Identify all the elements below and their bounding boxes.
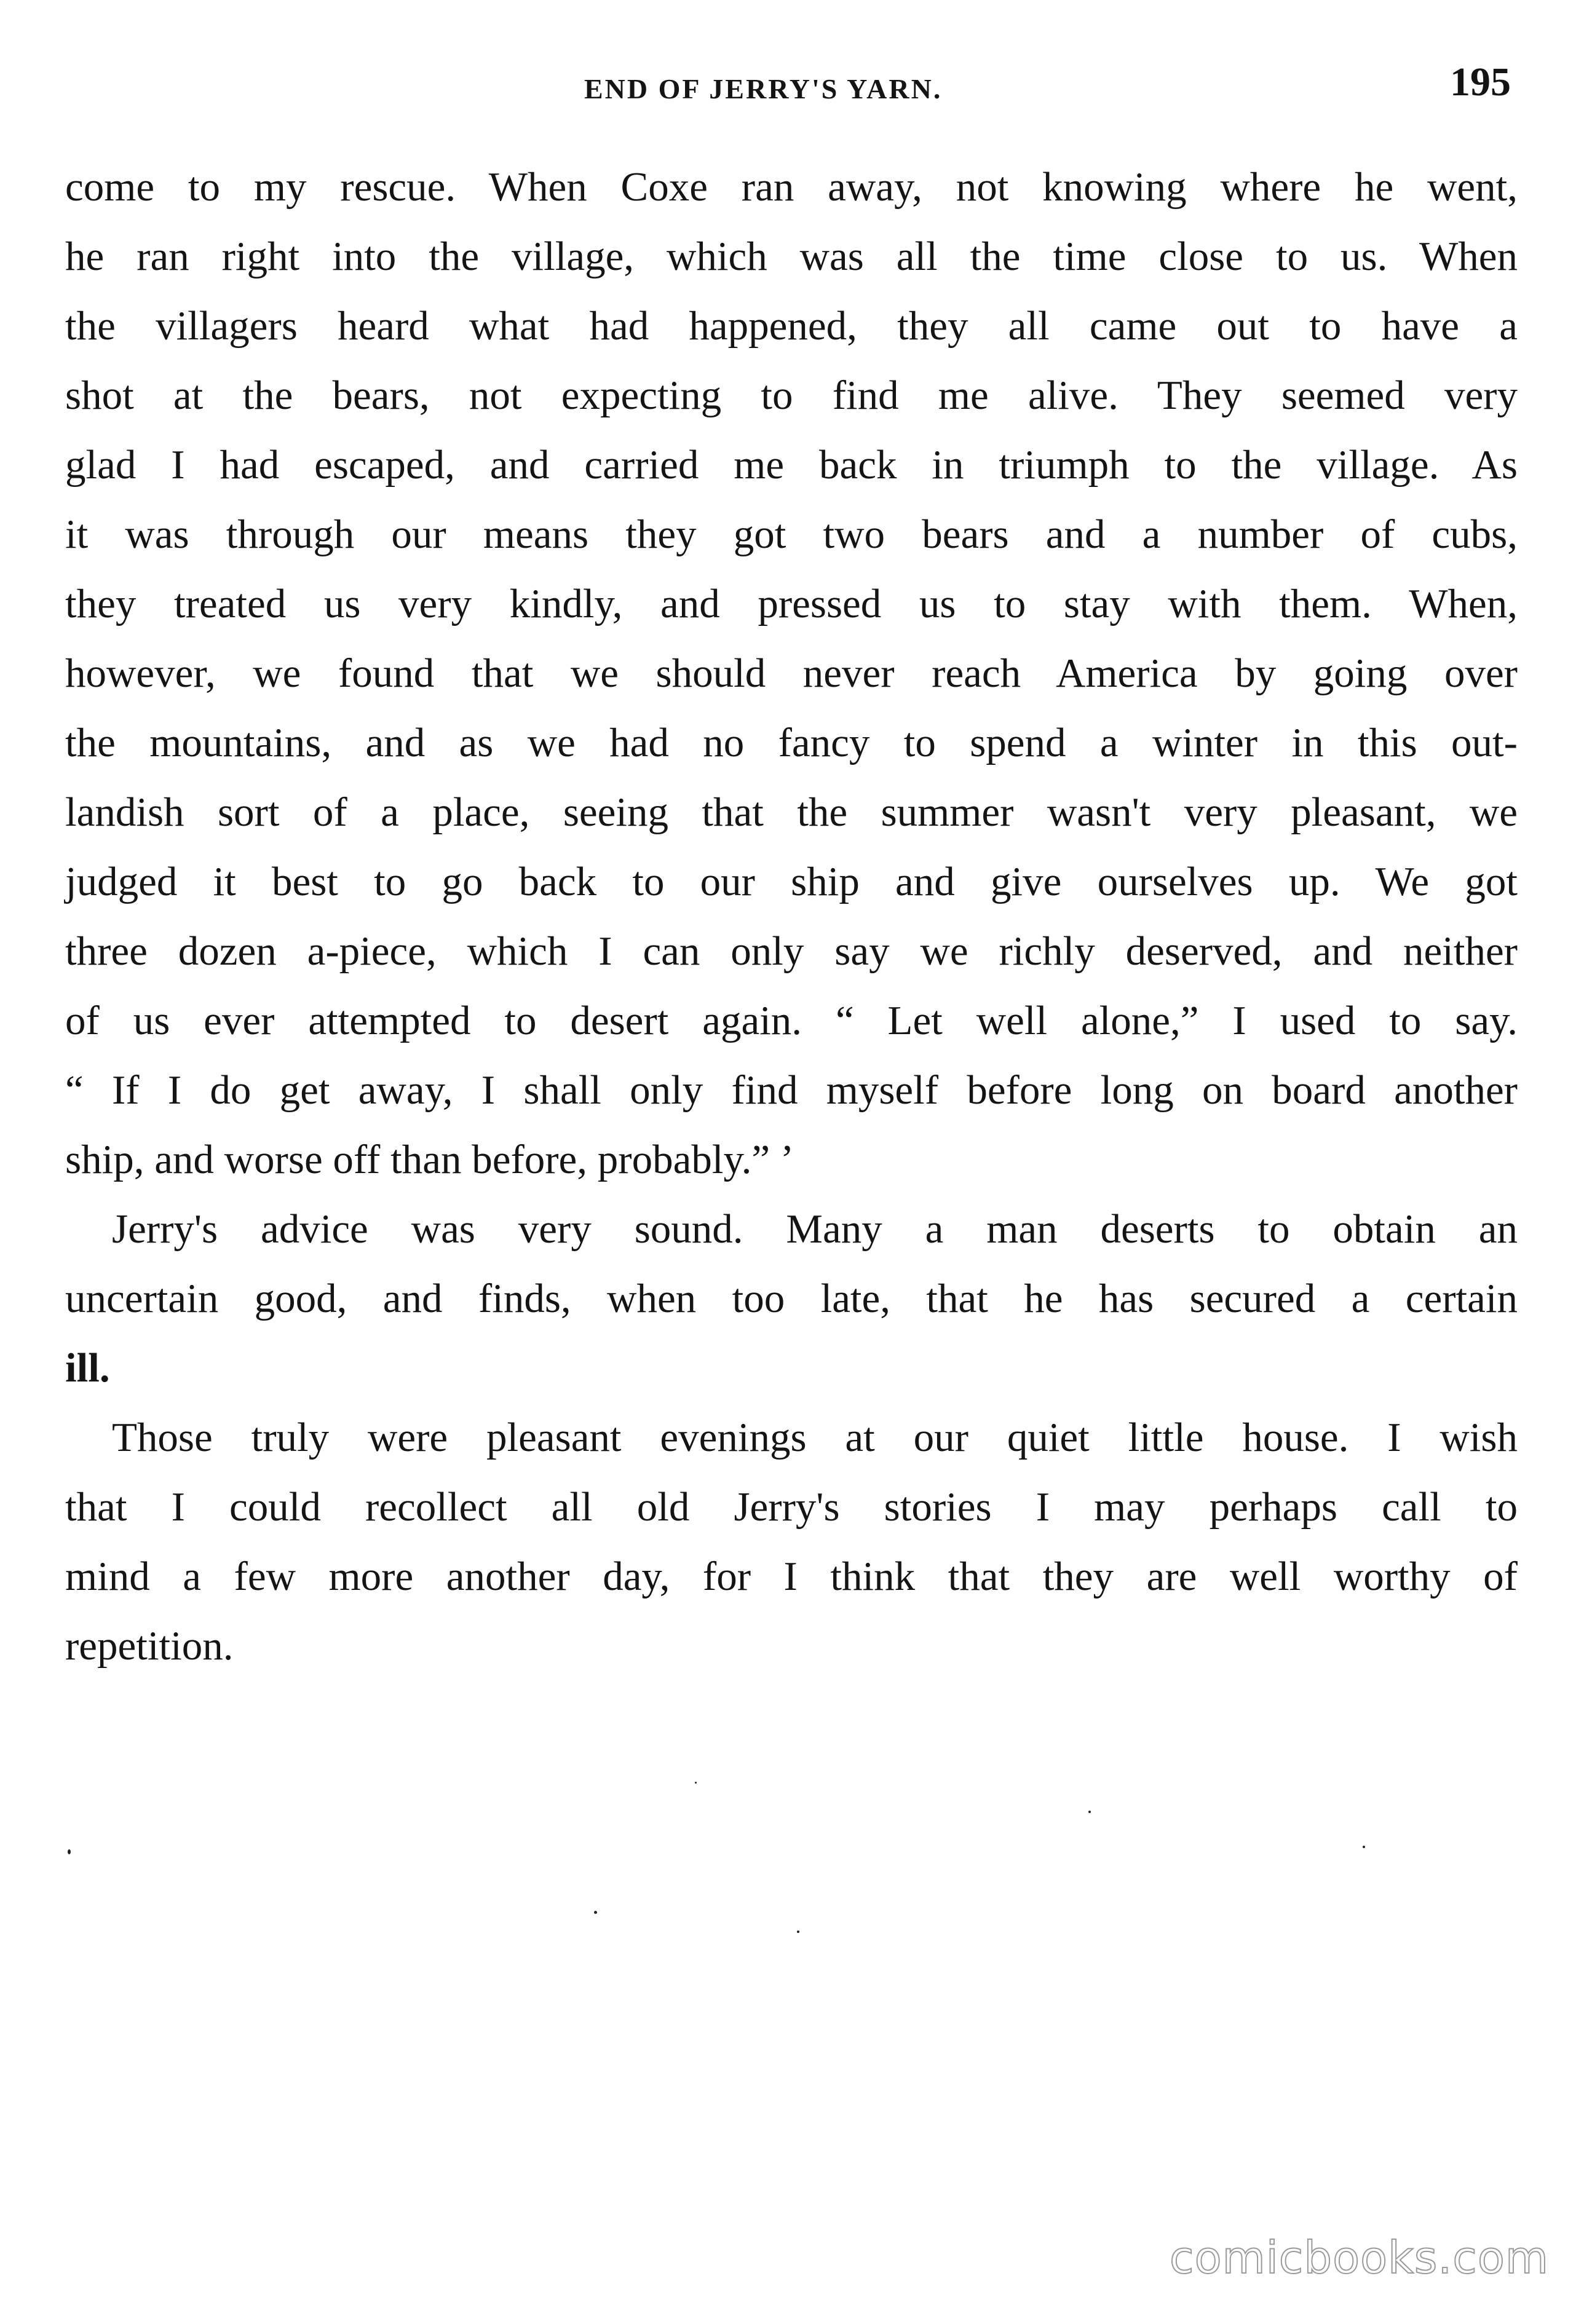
text-line: “ If I do get away, I shall only find myself before long on board another (65, 1067, 1518, 1113)
text-line: landish sort of a place, seeing that the summer wasn't very pleasant, we (65, 789, 1518, 835)
text-line: he ran right into the village, which was all the time close to us. When (65, 234, 1518, 279)
text-line: Jerry's advice was very sound. Many a man deserts to obtain an (112, 1206, 1518, 1252)
scan-speck (1088, 1811, 1091, 1813)
body-text (65, 152, 1518, 1681)
text-line: however, we found that we should never reach America by going over (65, 650, 1518, 696)
text-line: come to my rescue. When Coxe ran away, not knowing where he went, (65, 164, 1518, 210)
scan-speck (695, 1782, 697, 1784)
paragraph-3 (65, 1403, 1518, 1681)
text-line: uncertain good, and finds, when too late, that he has secured a certain (65, 1276, 1518, 1321)
text-line: judged it best to go back to our ship and give ourselves up. We got (65, 859, 1518, 904)
watermark: comicbooks.com (1170, 2232, 1550, 2283)
text-line: ship, and worse off than before, probably.” ’ (65, 1137, 794, 1182)
paragraph-2 (65, 1195, 1518, 1403)
text-line: the mountains, and as we had no fancy to spend a winter in this out- (65, 720, 1518, 765)
text-line: ill. (65, 1345, 110, 1391)
text-line: the villagers heard what had happened, they all came out to have a (65, 303, 1518, 349)
text-line: they treated us very kindly, and pressed us to stay with them. When, (65, 581, 1518, 626)
text-line: it was through our means they got two bears and a number of cubs, (65, 512, 1518, 557)
scan-speck (797, 1931, 799, 1933)
running-title: END OF JERRY'S YARN. (584, 73, 943, 105)
page-number: 195 (1450, 60, 1511, 105)
text-line: glad I had escaped, and carried me back in triumph to the village. As (65, 442, 1518, 488)
scan-speck (68, 1849, 71, 1854)
running-head (0, 54, 1584, 103)
text-line: mind a few more another day, for I think that they are well worthy of (65, 1554, 1518, 1599)
text-line: three dozen a-piece, which I can only say we richly deserved, and neither (65, 928, 1518, 974)
scan-speck (594, 1911, 597, 1914)
text-line: that I could recollect all old Jerry's stories I may perhaps call to (65, 1484, 1518, 1530)
text-line: shot at the bears, not expecting to find me alive. They seemed very (65, 373, 1518, 418)
text-line: of us ever attempted to desert again. “ Let well alone,” I used to say. (65, 998, 1518, 1043)
scan-speck (1363, 1846, 1365, 1848)
text-line: repetition. (65, 1623, 234, 1669)
text-line: Those truly were pleasant evenings at our quiet little house. I wish (112, 1415, 1518, 1460)
paragraph-1 (65, 152, 1518, 1195)
